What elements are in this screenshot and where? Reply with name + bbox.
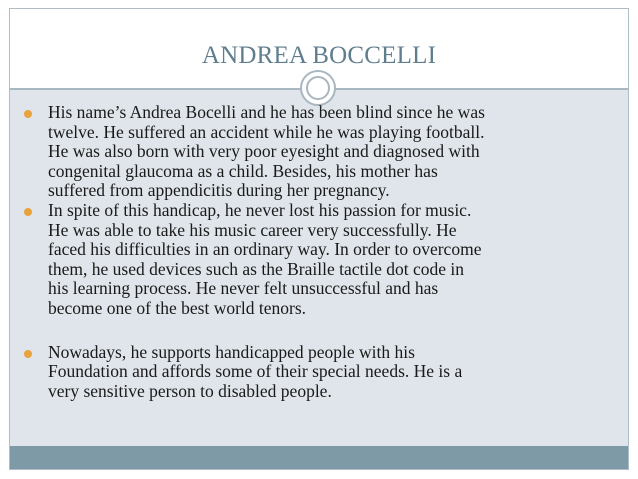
bullet-line: twelve. He suffered an accident while he was playing football. bbox=[48, 121, 485, 142]
bullet-line: become one of the best world tenors. bbox=[48, 297, 307, 318]
bullet-line: In spite of this handicap, he never lost his passion for music. bbox=[48, 199, 472, 220]
bullet-line: them, he used devices such as the Braille tactile dot code in bbox=[48, 258, 464, 279]
slide-title: ANDREA BOCCELLI bbox=[201, 42, 437, 69]
bullet-item-1 bbox=[22, 103, 618, 201]
divider-medallion-icon bbox=[300, 70, 336, 106]
bullet-dot-icon bbox=[24, 208, 32, 216]
bullet-line: faced his difficulties in an ordinary way. In order to overcome bbox=[48, 239, 482, 260]
bullet-list bbox=[22, 103, 618, 401]
bullet-line: He was able to take his music career very successfully. He bbox=[48, 219, 457, 240]
bullet-dot-icon bbox=[24, 350, 32, 358]
bullet-line: Nowadays, he supports handicapped people with his bbox=[48, 341, 415, 362]
bullet-line: Foundation and affords some of their special needs. He is a bbox=[48, 361, 463, 382]
bullet-line: suffered from appendicitis during her pregnancy. bbox=[48, 180, 390, 201]
medallion-inner-ring bbox=[306, 76, 330, 100]
bullet-line: his learning process. He never felt unsuccessful and has bbox=[48, 278, 439, 299]
bullet-line: His name’s Andrea Bocelli and he has been blind since he was bbox=[48, 102, 485, 122]
bullet-dot-icon bbox=[24, 110, 32, 118]
footer-bar bbox=[10, 446, 628, 469]
bullet-item-3 bbox=[22, 343, 618, 402]
bullet-line: very sensitive person to disabled people. bbox=[48, 380, 332, 401]
bullet-line: congenital glaucoma as a child. Besides, his mother has bbox=[48, 160, 438, 181]
bullet-line: He was also born with very poor eyesight and diagnosed with bbox=[48, 141, 480, 162]
bullet-item-2 bbox=[22, 201, 618, 319]
